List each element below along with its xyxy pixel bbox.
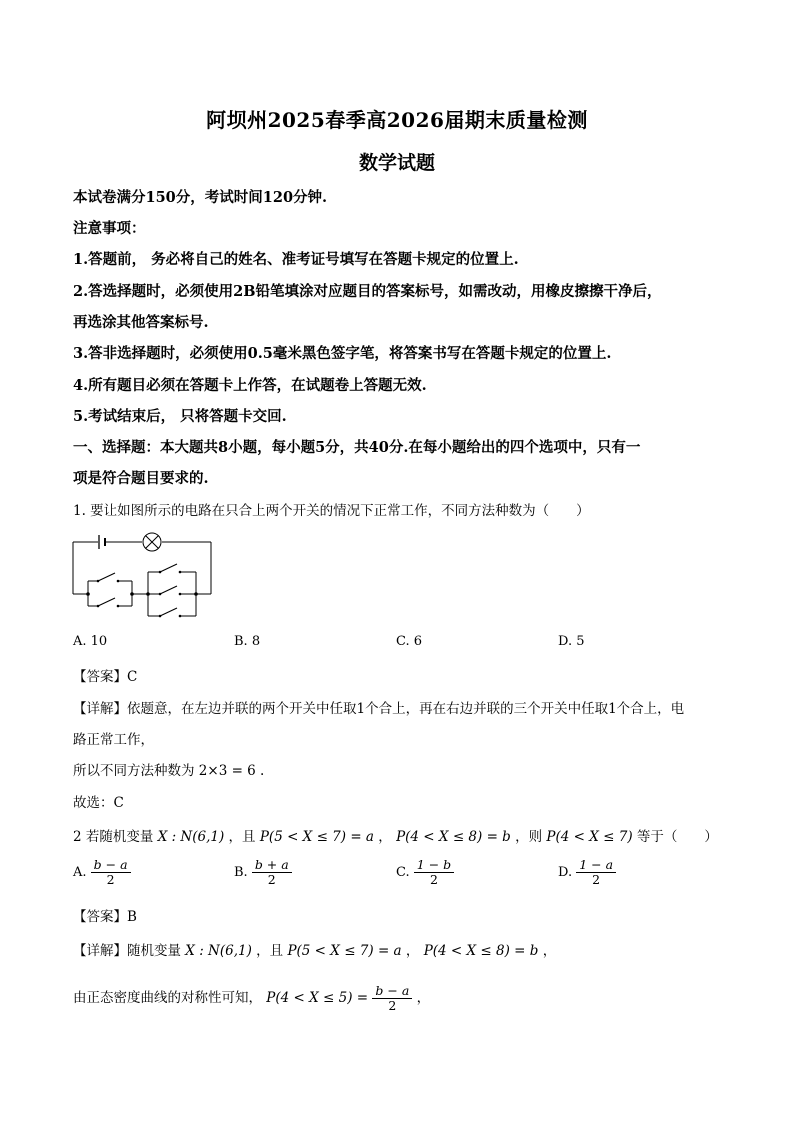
q2-stem-suffix: 等于（ ） <box>636 829 718 845</box>
q2-stem-sep2: ， <box>378 829 392 845</box>
note-3: 3.答非选择题时，必须使用0.5毫米黑色签字笔，将答案书写在答题卡规定的位置上. <box>73 345 612 362</box>
q2-option-a-label: A. <box>73 865 87 880</box>
q2-option-b-fraction <box>252 858 292 887</box>
fraction-numerator: b − a <box>91 858 131 873</box>
q2-option-c-fraction <box>414 858 454 887</box>
notice-heading: 注意事项： <box>73 220 146 237</box>
note-1: 1.答题前， 务必将自己的姓名、准考证号填写在答题卡规定的位置上. <box>73 251 519 268</box>
q1-detail-line1: 【详解】依题意，在左边并联的两个开关中任取1个合上，再在右边并联的三个开关中任取1个合上，电 <box>73 701 685 717</box>
q2-detail-sep1: ，且 <box>256 943 284 959</box>
fraction-denominator: 2 <box>429 872 438 887</box>
q2-symmetry-prefix: 由正态密度曲线的对称性可知， <box>73 990 262 1006</box>
q1-option-a: A. 10 <box>73 634 108 649</box>
fraction-numerator: 1 − b <box>414 858 454 873</box>
section-heading-line1: 一、选择题：本大题共8小题，每小题5分，共40分.在每小题给出的四个选项中，只有一 <box>73 439 641 456</box>
q2-detail-line1 <box>73 939 556 959</box>
q2-option-d-fraction <box>576 858 616 887</box>
note-4: 4.所有题目必须在答题卡上作答，在试题卷上答题无效. <box>73 377 427 394</box>
q2-stem-prefix: 2 若随机变量 <box>73 829 154 845</box>
q2-option-d <box>558 858 616 887</box>
q2-stem <box>73 825 718 845</box>
q2-detail-line2 <box>73 984 430 1013</box>
q1-conclusion: 故选：C <box>73 795 124 811</box>
q2-symmetry-suffix: ， <box>416 990 431 1006</box>
q2-option-b-label: B. <box>234 865 248 880</box>
q2-detail-prob-b: P(4 < X ≤ 8) = b <box>423 943 539 959</box>
fraction-numerator: b + a <box>252 858 292 873</box>
circuit-diagram <box>70 528 215 620</box>
q2-option-a <box>73 858 131 887</box>
q2-detail-distribution: X : N(6,1) <box>185 943 252 959</box>
q2-prob-b: P(4 < X ≤ 8) = b <box>396 829 511 845</box>
q2-option-c-label: C. <box>396 865 410 880</box>
q2-answer: 【答案】B <box>73 909 137 925</box>
q1-option-d: D. 5 <box>558 634 585 649</box>
note-2-cont: 再选涂其他答案标号. <box>73 314 209 331</box>
exam-title: 阿坝州2025春季高2026届期末质量检测 <box>206 108 588 132</box>
q2-prob-target: P(4 < X ≤ 7) <box>546 829 633 845</box>
q1-option-b: B. 8 <box>234 634 261 649</box>
fraction-numerator: b − a <box>372 984 412 999</box>
fraction-denominator: 2 <box>106 872 115 887</box>
q1-detail-line2: 路正常工作， <box>73 732 154 748</box>
q2-symmetry-fraction <box>372 984 412 1013</box>
q2-option-d-label: D. <box>558 865 573 880</box>
fraction-denominator: 2 <box>388 998 397 1013</box>
section-heading-line2: 项是符合题目要求的. <box>73 470 209 487</box>
q2-distribution: X : N(6,1) <box>157 829 225 845</box>
q2-detail-prob-a: P(5 < X ≤ 7) = a <box>287 943 402 959</box>
fraction-numerator: 1 − a <box>576 858 616 873</box>
q2-detail-sep2: ， <box>405 943 420 959</box>
q2-prob-a: P(5 < X ≤ 7) = a <box>259 829 374 845</box>
q1-option-c: C. 6 <box>396 634 423 649</box>
q2-stem-sep1: ，且 <box>228 829 256 845</box>
fraction-denominator: 2 <box>592 872 601 887</box>
fraction-denominator: 2 <box>267 872 276 887</box>
q2-symmetry-prob: P(4 < X ≤ 5) = <box>266 990 369 1006</box>
q1-answer: 【答案】C <box>73 669 138 685</box>
note-5: 5.考试结束后， 只将答题卡交回. <box>73 408 287 425</box>
exam-subtitle: 数学试题 <box>358 152 435 174</box>
note-2: 2.答选择题时，必须使用2B铅笔填涂对应题目的答案标号，如需改动，用橡皮擦擦干净后， <box>73 283 662 300</box>
q2-detail-prefix: 【详解】随机变量 <box>73 943 181 959</box>
q2-stem-sep3: ，则 <box>515 829 543 845</box>
q2-option-c <box>396 858 454 887</box>
q2-detail-suffix: ， <box>542 943 557 959</box>
score-line: 本试卷满分150分，考试时间120分钟. <box>73 189 328 206</box>
q1-stem: 1. 要让如图所示的电路在只合上两个开关的情况下正常工作，不同方法种数为（ ） <box>73 503 590 519</box>
q2-option-b <box>234 858 292 887</box>
q1-detail-line3: 所以不同方法种数为 2×3 = 6 . <box>73 763 265 779</box>
q2-option-a-fraction <box>91 858 131 887</box>
